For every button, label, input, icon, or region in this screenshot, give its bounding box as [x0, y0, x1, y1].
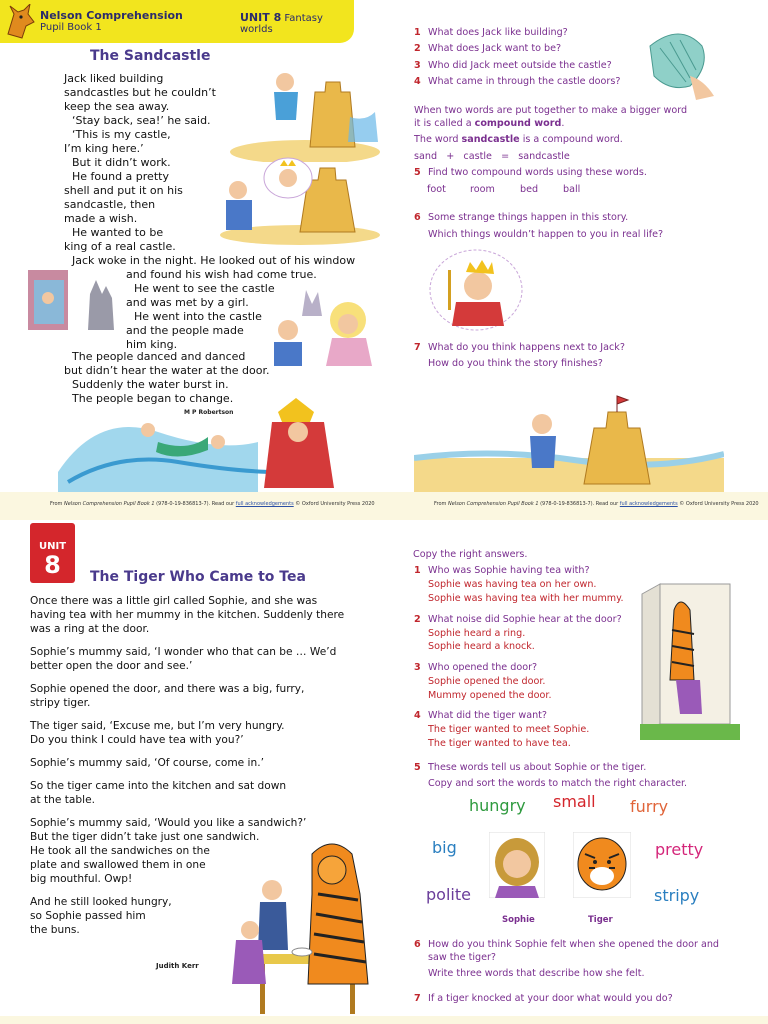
- question-4: 4 What came in through the castle doors?: [414, 76, 621, 87]
- water-burst-mermaids-illustration: [58, 392, 342, 492]
- compound-equation: sand + castle = sandcastle: [414, 151, 570, 162]
- question-7: 7 What do you think happens next to Jack?: [414, 342, 625, 353]
- story-author: M P Robertson: [184, 409, 234, 416]
- tiger-question-1: 1 Who was Sophie having tea with?: [414, 565, 590, 576]
- tiger-question-6-sub: Write three words that describe how she felt.: [428, 968, 645, 979]
- compound-intro-line-1: When two words are put together to make a bigger word: [414, 105, 688, 116]
- boy-meets-girl-illustration: [262, 286, 382, 368]
- tiger-questions-page: [384, 520, 768, 1024]
- page-footer-strip-bottom-left: [0, 1016, 384, 1024]
- tiger-question-6: 6 How do you think Sophie felt when she opened the door and: [414, 939, 720, 950]
- page-footer-credit-right: From Nelson Comprehension Pupil Book 1 (978-0-19-836813-7). Read our full acknowledgements © Oxford University Press 2020: [434, 501, 759, 507]
- boy-beside-sandcastle-illustration: [414, 388, 724, 492]
- question-5-words: foot room bed ball: [427, 184, 581, 195]
- acknowledgements-link-right[interactable]: full acknowledgements: [619, 501, 678, 507]
- tea-party-tiger-illustration: [232, 834, 378, 1020]
- question-1: 1 What does Jack like building?: [414, 27, 568, 38]
- tiger-question-7: 7 If a tiger knocked at your door what would you do?: [414, 993, 673, 1004]
- tiger-question-3: 3 Who opened the door?: [414, 662, 538, 673]
- tiger-q2-answer-2: Sophie heard a knock.: [428, 641, 535, 652]
- book-title: Pupil Book 1: [40, 22, 102, 33]
- tiger-q2-answer-1: Sophie heard a ring.: [428, 628, 526, 639]
- tiger-question-5-sub: Copy and sort the words to match the right character.: [428, 778, 688, 789]
- dreaming-king-illustration: [428, 246, 524, 332]
- compound-example: The word sandcastle is a compound word.: [414, 134, 623, 145]
- word-big: big: [432, 838, 457, 857]
- paragraph-1: Once there was a little girl called Sophie, and she was having tea with her mummy in the kitchen. Suddenly there was a ring at the door.: [30, 595, 345, 635]
- question-2: 2 What does Jack want to be?: [414, 43, 562, 54]
- page-footer-credit: From Nelson Comprehension Pupil Book 1 (978-0-19-836813-7). Read our full acknowledgements © Oxford University Press 2020: [50, 501, 375, 507]
- question-6-sub: Which things wouldn’t happen to you in real life?: [428, 229, 664, 240]
- castle-window-illustration: [28, 270, 124, 332]
- tiger-q4-answer-2: The tiger wanted to have tea.: [428, 738, 571, 749]
- sophie-label: Sophie: [502, 915, 535, 925]
- word-small: small: [553, 792, 596, 811]
- sophie-portrait-icon: [489, 832, 545, 898]
- boy-building-sandcastle-illustration: [230, 62, 380, 162]
- sandcastle-questions-page: [384, 0, 768, 520]
- word-stripy: stripy: [654, 886, 700, 905]
- page-footer-strip-bottom-right: [384, 1016, 768, 1024]
- tiger-q4-answer-1: The tiger wanted to meet Sophie.: [428, 724, 590, 735]
- unit-heading: UNIT 8 Fantasy worlds: [240, 11, 323, 35]
- paragraph-8: And he still looked hungry, so Sophie passed him the buns.: [30, 896, 172, 936]
- compound-intro-line-2: it is called a compound word.: [414, 118, 565, 129]
- tiger-story-title: The Tiger Who Came to Tea: [90, 569, 306, 585]
- unit-badge-label: UNIT: [38, 541, 67, 552]
- book-banner: [0, 0, 354, 43]
- paragraph-3: Sophie opened the door, and there was a big, furry, stripy tiger.: [30, 683, 305, 709]
- boy-wishing-illustration: [190, 150, 380, 245]
- story-text-woke: Jack woke in the night. He looked out of his window: [72, 254, 356, 267]
- copy-answers-heading: Copy the right answers.: [413, 549, 528, 560]
- series-title: Nelson Comprehension: [40, 9, 183, 22]
- acknowledgements-link[interactable]: full acknowledgements: [235, 501, 294, 507]
- tiger-story-author: Judith Kerr: [156, 962, 199, 970]
- tiger-story-page: [0, 520, 384, 1024]
- word-polite: polite: [426, 885, 471, 904]
- tiger-q1-answer-2: Sophie was having tea with her mummy.: [428, 593, 624, 604]
- paragraph-2: Sophie’s mummy said, ‘I wonder who that can be … We’d better open the door and see.’: [30, 646, 337, 672]
- tiger-label: Tiger: [588, 915, 613, 925]
- paragraph-4: The tiger said, ‘Excuse me, but I’m very hungry. Do you think I could have tea with you?’: [30, 720, 285, 746]
- sandcastle-story-page: [0, 0, 384, 520]
- word-furry: furry: [630, 797, 669, 816]
- question-7-sub: How do you think the story finishes?: [428, 358, 603, 369]
- tiger-question-2: 2 What noise did Sophie hear at the door?: [414, 614, 622, 625]
- unit-badge: [30, 523, 75, 583]
- question-3: 3 Who did Jack meet outside the castle?: [414, 60, 612, 71]
- question-6: 6 Some strange things happen in this story.: [414, 212, 629, 223]
- word-hungry: hungry: [469, 796, 526, 815]
- story-title: The Sandcastle: [90, 48, 211, 64]
- tiger-at-door-illustration: [640, 580, 740, 742]
- story-text-mid: and found his wish had come true. He went to see the castle and was met by a girl. He went into the castle and the people made him king.: [126, 268, 317, 351]
- paragraph-5: Sophie’s mummy said, ‘Of course, come in.’: [30, 757, 264, 769]
- tiger-portrait-icon: [573, 832, 631, 898]
- paragraph-7: Sophie’s mummy said, ‘Would you like a sandwich?’ But the tiger didn’t take just one sandwich. He took all the sandwiches on the plate and swallowed them in one big mouthful. Owp!: [30, 817, 307, 885]
- tiger-question-4: 4 What did the tiger want?: [414, 710, 548, 721]
- tiger-q3-answer-2: Mummy opened the door.: [428, 690, 552, 701]
- story-text-top: Jack liked building sandcastles but he couldn’t keep the sea away. ‘Stay back, sea!’ he said. ‘This is my castle, I’m king here.’ But it didn’t work. He found a pretty shell and put it on his sandcastle, then made a wish. He wanted to be king of a real castle.: [64, 72, 216, 253]
- tiger-q3-answer-1: Sophie opened the door.: [428, 676, 546, 687]
- tiger-question-5: 5 These words tell us about Sophie or the tiger.: [414, 762, 647, 773]
- tiger-question-6-line2: saw the tiger?: [428, 952, 497, 963]
- tiger-q1-answer-1: Sophie was having tea on her own.: [428, 579, 597, 590]
- word-pretty: pretty: [655, 840, 704, 859]
- story-text-end: The people danced and danced but didn’t hear the water at the door. Suddenly the water burst in. The people began to change.: [64, 350, 270, 405]
- fox-logo-icon: [4, 4, 38, 40]
- question-5: 5 Find two compound words using these words.: [414, 167, 647, 178]
- unit-badge-number: 8: [44, 551, 61, 579]
- paragraph-6: So the tiger came into the kitchen and sat down at the table.: [30, 780, 287, 806]
- shell-illustration: [640, 26, 720, 102]
